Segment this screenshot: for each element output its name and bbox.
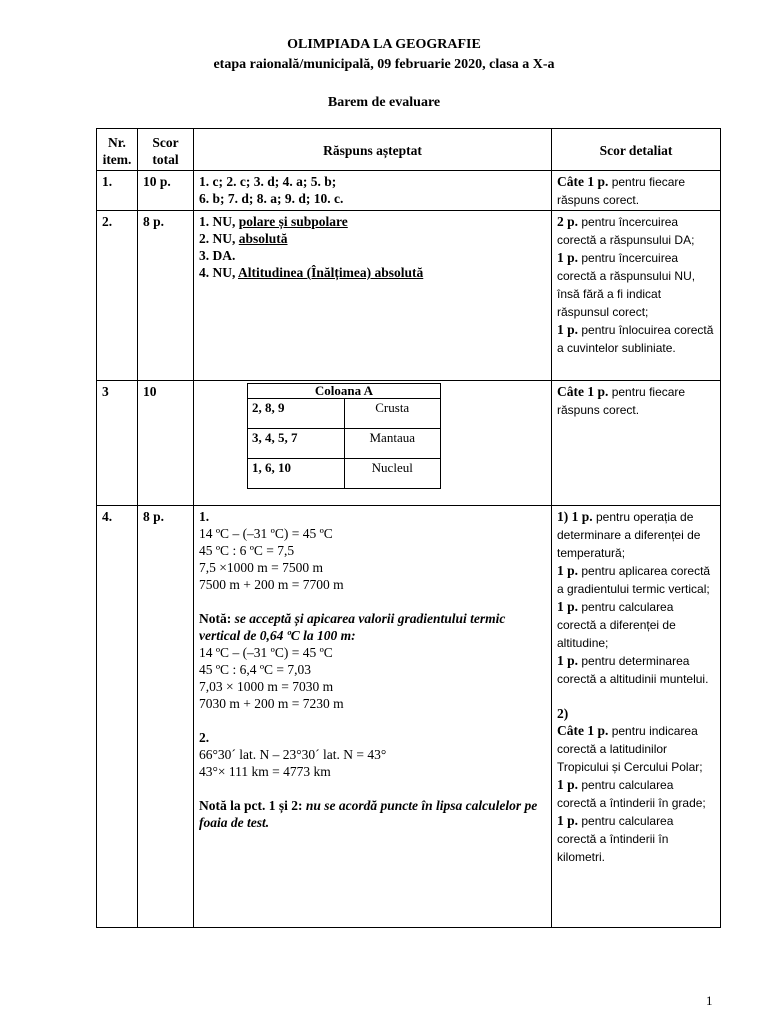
detailed-score: 1) 1 p. pentru operația de determinare a diferenței de temperatură; 1 p. pentru aplicarea corectă a gradientului termic vertical; 1 p. pentru calcularea corectă a diferenței de altitudine; 1 p. pentru determinarea corectă a altitudinii muntelui. 2) Câte 1 p. pentru indicarea corectă a latitudinilor Tropicului și Cercului Polar; 1 p. pentru calcularea corectă a întinderii în grade; 1 p. pentru calcularea corectă a întinderii în kilometri. [552, 506, 721, 928]
detailed-score: Câte 1 p. pentru fiecare răspuns corect. [552, 381, 721, 506]
column-header-detaliat: Scor detaliat [552, 129, 721, 171]
section-title: Barem de evaluare [327, 95, 441, 110]
item-number: 4. [97, 506, 138, 928]
item-number: 1. [97, 171, 138, 211]
table-header-row [97, 129, 721, 171]
matching-row: 3, 4, 5, 7 Mantaua [248, 429, 441, 459]
detailed-score: 2 p. pentru încercuirea corectă a răspunsului DA; 1 p. pentru încercuirea corectă a răspunsului NU, însă fără a fi indicat răspunsul corect; 1 p. pentru înlocuirea corectă a cuvintelor subliniate. [552, 211, 721, 381]
document-subtitle: etapa raională/municipală, 09 februarie 2020, clasa a X-a [213, 57, 555, 72]
detailed-score: Câte 1 p. pentru fiecare răspuns corect. [552, 171, 721, 211]
column-header-scor: Scor total [138, 129, 194, 171]
expected-answer: 1. 14 ºC – (–31 ºC) = 45 ºC 45 ºC : 6 ºC = 7,5 7,5 ×1000 m = 7500 m 7500 m + 200 m = 7700 m Notă: se acceptă și apicarea valorii gradientului termic vertical de 0,64 ºC la 100 m: 14 ºC – (–31 ºC) = 45 ºC 45 ºC : 6,4 ºC = 7,03 7,03 × 1000 m = 7030 m 7030 m + 200 m = 7230 m 2. 66°30´ lat. N – 23°30´ lat. N = 43° 43°× 111 km = 4773 km Notă la pct. 1 și 2: nu se acordă puncte în lipsa calculelor pe foaia de test. [194, 506, 552, 928]
expected-answer: 1. c; 2. c; 3. d; 4. a; 5. b; 6. b; 7. d; 8. a; 9. d; 10. c. [194, 171, 552, 211]
column-header-nr: Nr. item. [97, 129, 138, 171]
matching-table [247, 383, 441, 489]
page-number: 1 [706, 993, 713, 1008]
expected-answer: 1. NU, polare și subpolare 2. NU, absolută 3. DA. 4. NU, Altitudinea (Înălțimea) absolută [194, 211, 552, 381]
item-score: 10 [138, 381, 194, 506]
table-row [97, 171, 721, 211]
item-score: 8 p. [138, 506, 194, 928]
expected-answer [194, 381, 552, 506]
document-title: OLIMPIADA LA GEOGRAFIE [287, 37, 481, 52]
item-score: 10 p. [138, 171, 194, 211]
item-number: 2. [97, 211, 138, 381]
evaluation-table [96, 128, 721, 928]
matching-row: 2, 8, 9 Crusta [248, 399, 441, 429]
matching-row: 1, 6, 10 Nucleul [248, 459, 441, 489]
table-row [97, 211, 721, 381]
table-row [97, 381, 721, 506]
column-header-raspuns: Răspuns așteptat [194, 129, 552, 171]
table-row [97, 506, 721, 928]
item-score: 8 p. [138, 211, 194, 381]
item-number: 3 [97, 381, 138, 506]
matching-table-header: Coloana A [248, 384, 441, 399]
